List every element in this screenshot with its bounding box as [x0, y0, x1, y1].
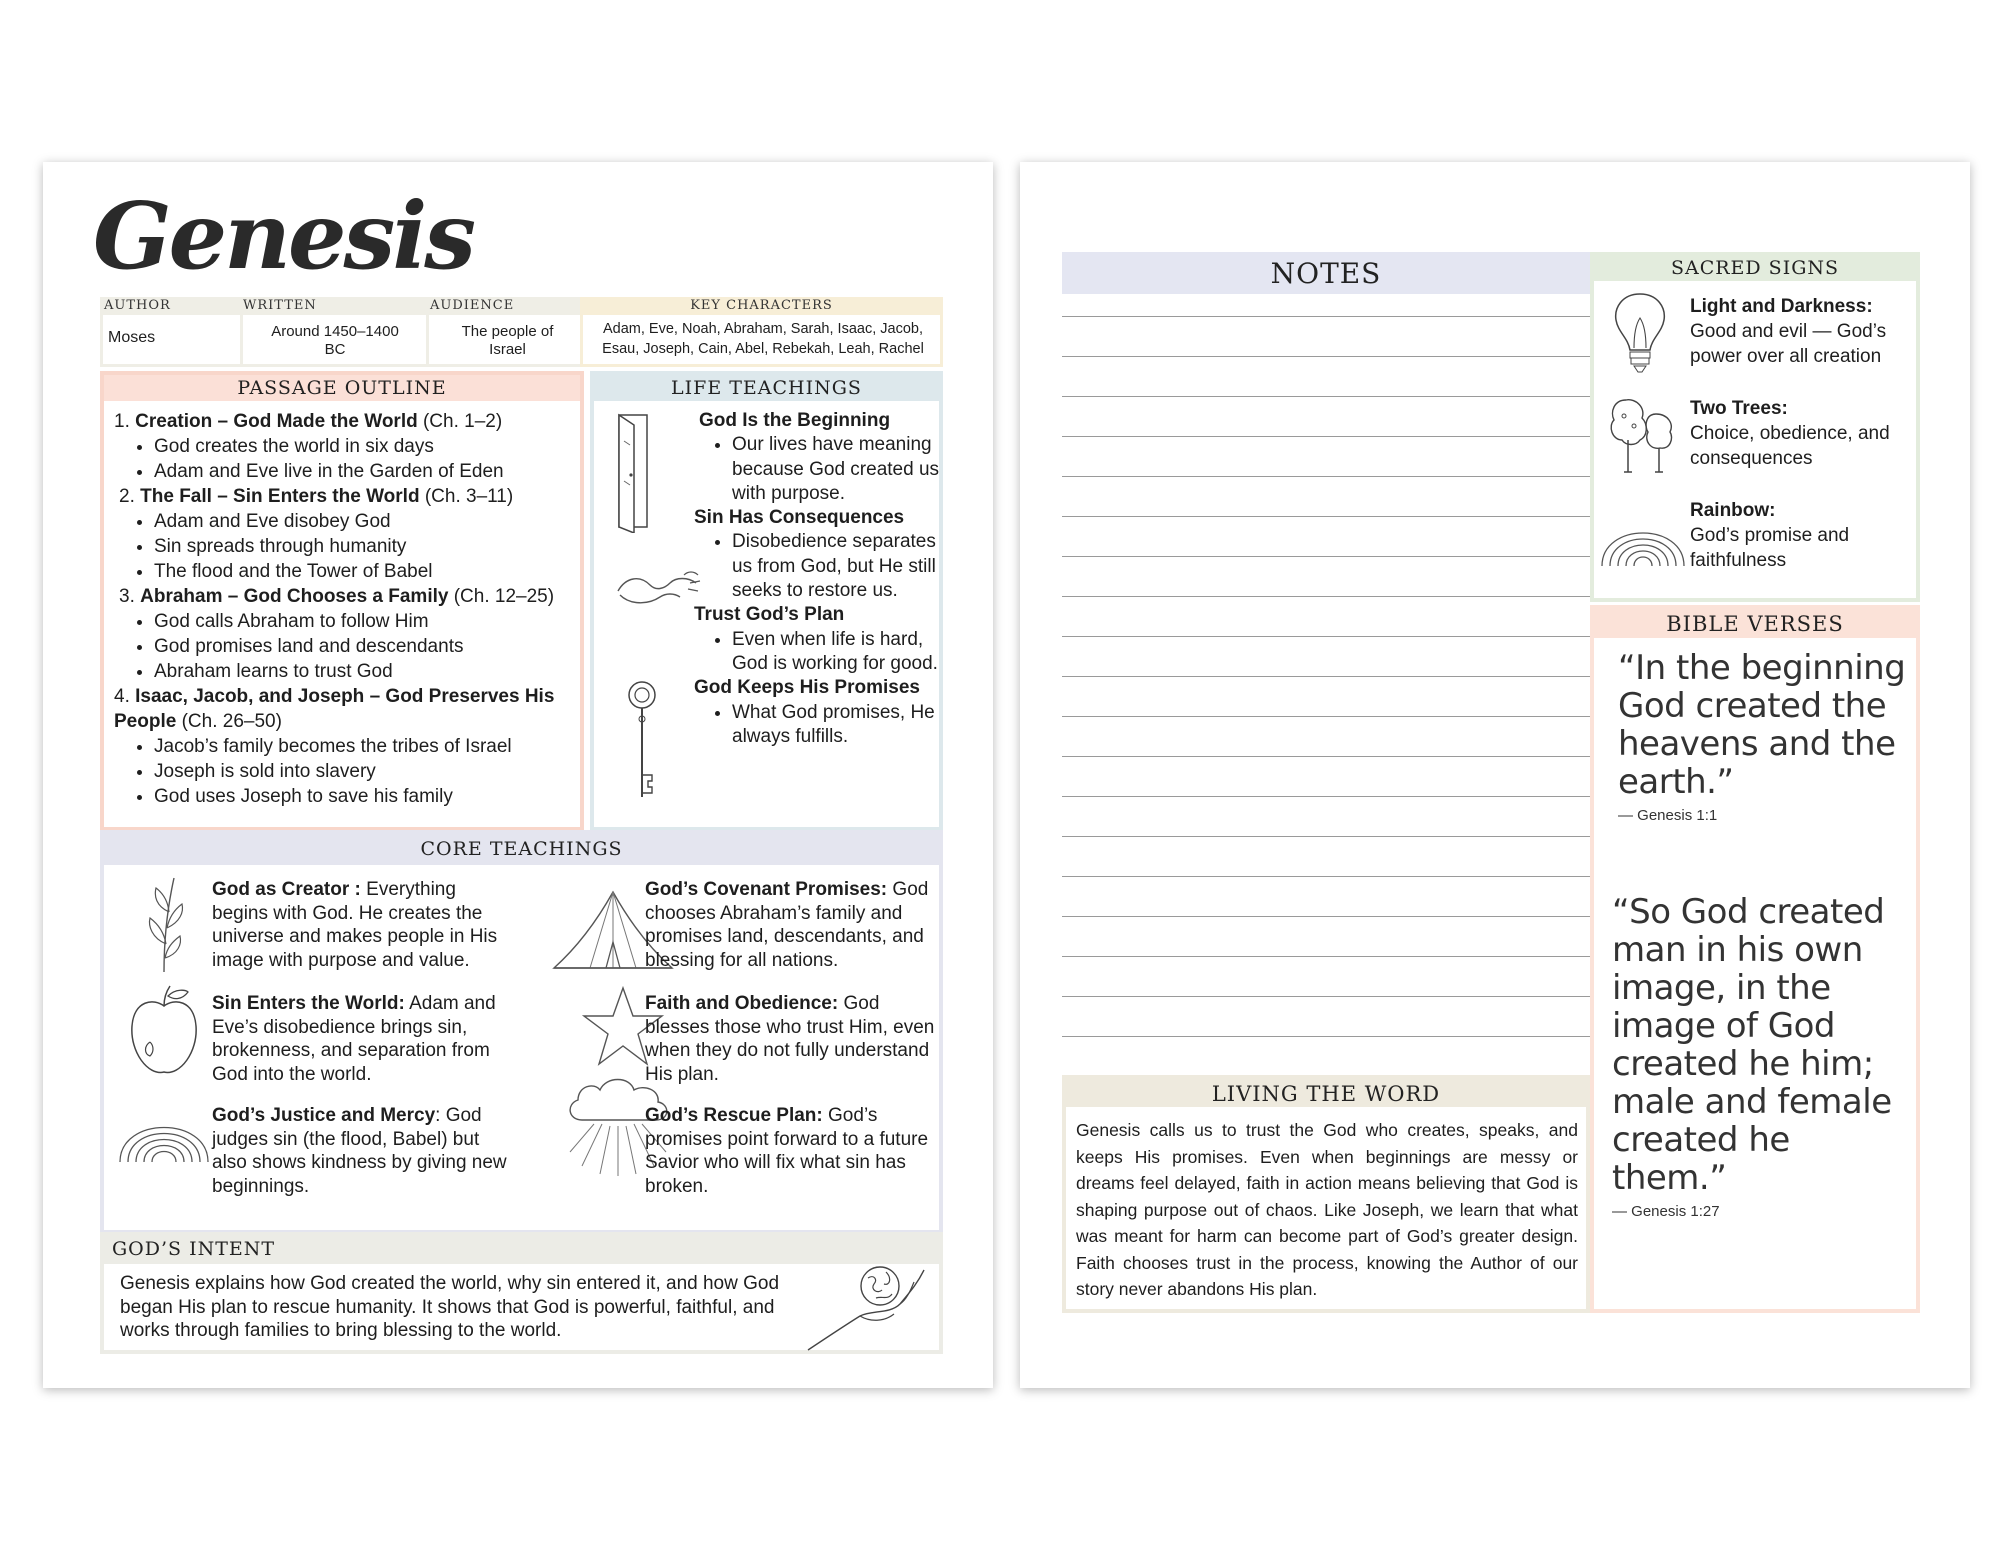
outline-number: 4. [114, 686, 130, 707]
list-item: • The flood and the Tower of Babel [154, 559, 576, 584]
life-teachings-heading: LIFE TEACHINGS [594, 375, 939, 401]
notes-rule-line [1062, 436, 1590, 437]
notes-rule-line [1062, 356, 1590, 357]
rainbow-icon [1598, 500, 1688, 568]
notes-rule-line [1062, 636, 1590, 637]
meta-table [100, 297, 943, 367]
outline-number: 2. [119, 486, 135, 507]
sacred-sign-text: Good and evil — God’s power over all creation [1690, 321, 1887, 367]
author-label: AUTHOR [104, 298, 171, 313]
core-teaching-text: : God judges sin (the flood, Babel) but also shows kindness by giving new beginnings. [212, 1105, 507, 1197]
core-teaching-title: Faith and Obedience: [645, 993, 839, 1014]
list-item: • Disobedience separates us from God, but He still seeks to restore us. [732, 530, 940, 603]
outline-section-title: Abraham – God Chooses a Family [140, 586, 449, 607]
outline-section-title: The Fall – Sin Enters the World [140, 486, 420, 507]
core-teaching-item [645, 1104, 935, 1198]
written-label: WRITTEN [243, 298, 317, 313]
gods-intent-text: Genesis explains how God created the world, why sin entered it, and how God began His plan to rescue humanity. It shows that God is powerful, faithful, and works through families to bring blessing to the world. [120, 1273, 780, 1341]
sacred-sign-title: Rainbow: [1690, 500, 1776, 521]
outline-section [114, 484, 576, 509]
notes-rule-line [1062, 916, 1590, 917]
living-the-word-text: Genesis calls us to trust the God who creates, speaks, and keeps His promises. Even when beginnings are messy or dreams feel delayed, faith in action means believing that God is shaping purpose out of chaos. Like Joseph, we learn that what was meant for harm can become part of God’s greater design. Faith chooses trust in the process, knowing the Author of our story never abandons His plan. [1076, 1120, 1578, 1299]
core-teaching-item [212, 878, 512, 972]
core-teachings-heading: CORE TEACHINGS [104, 834, 939, 865]
author-value: Moses [108, 329, 156, 346]
sacred-sign-item [1690, 294, 1915, 369]
sacred-signs-panel [1590, 252, 1920, 602]
notes-heading: NOTES [1062, 252, 1590, 294]
key-characters-value: Adam, Eve, Noah, Abraham, Sarah, Isaac, Jacob, Esau, Joseph, Cain, Abel, Rebekah, Leah, Rachel [602, 321, 924, 357]
core-teaching-item [645, 878, 935, 972]
bible-verse-text: “In the beginning God created the heavens and the earth.” [1618, 648, 1906, 802]
passage-outline-heading: PASSAGE OUTLINE [104, 375, 580, 401]
outline-number: 1. [114, 411, 130, 432]
sacred-sign-item [1690, 498, 1915, 573]
bible-verse-item [1618, 649, 1913, 824]
core-teaching-text: Adam and Eve’s disobedience brings sin, brokenness, and separation from God into the world. [212, 993, 496, 1085]
page-title: Genesis [93, 182, 474, 290]
notes-rule-line [1062, 836, 1590, 837]
life-teaching-title: God Keeps His Promises [694, 677, 920, 699]
notes-rule-line [1062, 676, 1590, 677]
list-item: • God calls Abraham to follow Him [154, 609, 576, 634]
core-teaching-title: Sin Enters the World: [212, 993, 405, 1014]
notes-rule-line [1062, 876, 1590, 877]
left-page [43, 162, 993, 1388]
sacred-sign-item [1690, 396, 1915, 471]
notes-rule-line [1062, 996, 1590, 997]
core-teaching-item [645, 992, 935, 1086]
hands-icon [614, 561, 704, 611]
key-characters-label: KEY CHARACTERS [690, 298, 833, 313]
life-teaching-title: Sin Has Consequences [694, 507, 905, 529]
passage-outline-list [114, 409, 576, 809]
notes-rule-line [1062, 556, 1590, 557]
life-teaching-title: God Is the Beginning [699, 410, 891, 431]
list-item: • Sin spreads through humanity [154, 534, 576, 559]
living-the-word-panel [1062, 1075, 1590, 1313]
core-teaching-text: God blesses those who trust Him, even when they do not fully understand His plan. [645, 993, 935, 1085]
core-teaching-item [212, 1104, 512, 1198]
notes-rule-line [1062, 756, 1590, 757]
bible-verse-text: “So God created man in his own image, in the image of God created he him; male and female created he them.” [1612, 892, 1892, 1198]
notes-panel [1062, 252, 1590, 1074]
list-item: • Jacob’s family becomes the tribes of Israel [154, 734, 576, 759]
living-the-word-heading: LIVING THE WORD [1066, 1079, 1586, 1107]
list-item: • God promises land and descendants [154, 634, 576, 659]
bible-verses-panel [1590, 605, 1920, 1313]
outline-section [114, 684, 576, 734]
list-item: • God creates the world in six days [154, 434, 576, 459]
notes-rule-line [1062, 716, 1590, 717]
sacred-sign-text: Choice, obedience, and consequences [1690, 423, 1890, 469]
bible-verse-ref: — Genesis 1:1 [1618, 807, 1718, 824]
outline-section-ref: (Ch. 12–25) [448, 586, 555, 607]
sacred-sign-title: Two Trees: [1690, 398, 1788, 419]
notes-rule-line [1062, 796, 1590, 797]
notes-rule-line [1062, 476, 1590, 477]
life-teachings-list [694, 409, 940, 749]
list-item: • Joseph is sold into slavery [154, 759, 576, 784]
list-item: • Adam and Eve disobey God [154, 509, 576, 534]
core-teaching-text: God’s promises point forward to a future Savior who will fix what sin has broken. [645, 1105, 929, 1197]
notes-rule-line [1062, 316, 1590, 317]
meta-divider [240, 315, 243, 367]
door-icon [616, 411, 650, 533]
notes-rule-line [1062, 396, 1590, 397]
core-teaching-title: God’s Justice and Mercy [212, 1105, 436, 1126]
list-item: • What God promises, He always fulfills. [732, 701, 940, 750]
trees-icon [1606, 394, 1676, 474]
rainbow-icon [114, 1086, 214, 1166]
notes-rule-line [1062, 596, 1590, 597]
list-item: • Even when life is hard, God is working for good. [732, 628, 940, 677]
leaf-icon [134, 874, 194, 974]
notes-rule-line [1062, 516, 1590, 517]
outline-section-ref: (Ch. 3–11) [419, 486, 514, 507]
lightbulb-icon [1610, 290, 1670, 374]
core-teaching-title: God’s Rescue Plan: [645, 1105, 823, 1126]
audience-value: The people of Israel [461, 323, 554, 358]
audience-label: AUDIENCE [430, 298, 515, 313]
list-item: • Adam and Eve live in the Garden of Eden [154, 459, 576, 484]
gods-intent-heading: GOD’S INTENT [112, 1238, 276, 1260]
notes-lines[interactable] [1062, 294, 1590, 1074]
bible-verse-item [1612, 893, 1912, 1220]
outline-section [114, 584, 576, 609]
notes-rule-line [1062, 956, 1590, 957]
sacred-sign-title: Light and Darkness: [1690, 296, 1873, 317]
outline-section-title: Isaac, Jacob, and Joseph – God Preserves His People [114, 686, 555, 732]
core-teaching-title: God as Creator : [212, 879, 361, 900]
core-teachings-panel [100, 830, 943, 1234]
outline-section [114, 409, 576, 434]
life-teaching-title: Trust God’s Plan [694, 604, 845, 626]
bible-verses-heading: BIBLE VERSES [1594, 609, 1916, 638]
gods-intent-panel [100, 1232, 943, 1354]
life-teachings-panel [590, 371, 943, 831]
apple-icon [124, 982, 204, 1082]
outline-section-title: Creation – God Made the World [135, 411, 418, 432]
core-teaching-text: Everything begins with God. He creates the universe and makes people in His image with purpose and value. [212, 879, 498, 971]
list-item: • God uses Joseph to save his family [154, 784, 576, 809]
right-page [1020, 162, 1970, 1388]
core-teaching-title: God’s Covenant Promises: [645, 879, 888, 900]
outline-section-ref: (Ch. 26–50) [176, 711, 282, 732]
outline-number: 3. [119, 586, 135, 607]
notes-rule-line [1062, 1036, 1590, 1037]
bible-verse-ref: — Genesis 1:27 [1612, 1203, 1720, 1220]
sacred-signs-heading: SACRED SIGNS [1594, 256, 1916, 281]
list-item: • Our lives have meaning because God created us with purpose. [732, 433, 940, 506]
passage-outline-panel [100, 371, 584, 831]
outline-section-ref: (Ch. 1–2) [417, 411, 503, 432]
core-teaching-text: God chooses Abraham’s family and promises land, descendants, and blessing for all nations. [645, 879, 929, 971]
hand-holding-globe-icon [804, 1264, 934, 1352]
list-item: • Abraham learns to trust God [154, 659, 576, 684]
written-value: Around 1450–1400 BC [271, 323, 399, 358]
key-icon [622, 679, 664, 803]
meta-divider [426, 315, 429, 367]
sacred-sign-text: God’s promise and faithfulness [1690, 525, 1850, 571]
core-teaching-item [212, 992, 512, 1086]
